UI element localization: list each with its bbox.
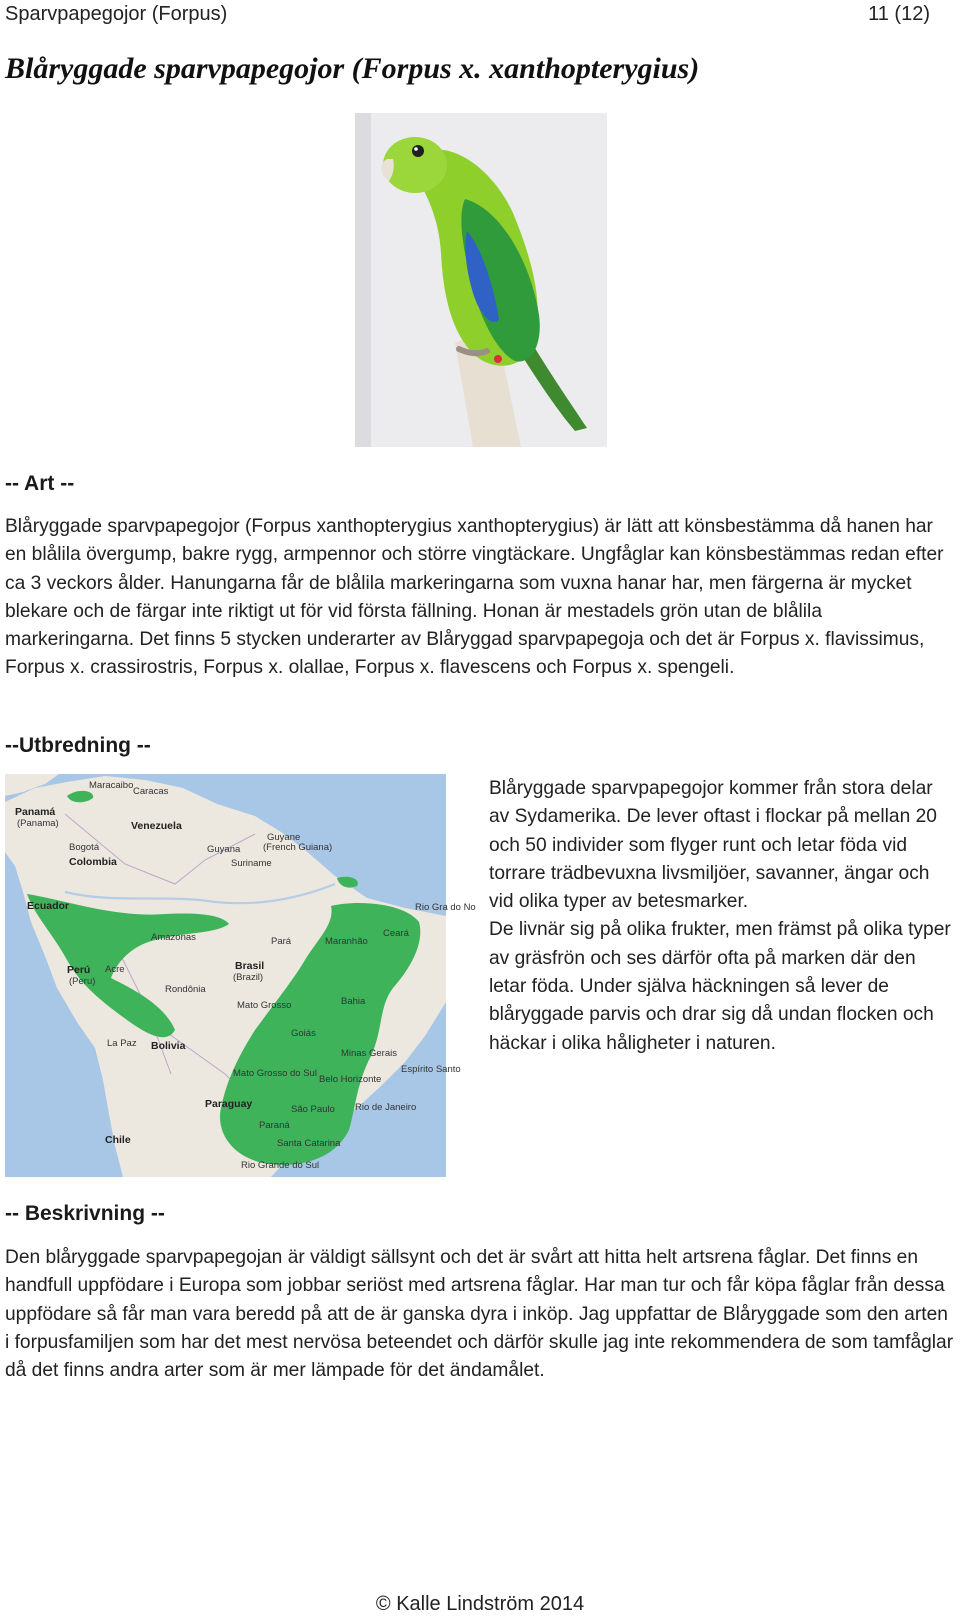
map-label-caracas: Caracas xyxy=(133,786,169,797)
map-label-goias: Goiás xyxy=(291,1028,316,1039)
map-label-chile: Chile xyxy=(105,1134,131,1146)
section-heading-utbredning: --Utbredning -- xyxy=(5,734,151,757)
map-label-guyana: Guyana xyxy=(207,844,241,855)
map-label-peru-sub: (Peru) xyxy=(69,976,96,987)
map-label-ecuador: Ecuador xyxy=(27,900,70,912)
map-label-ceara: Ceará xyxy=(383,928,409,939)
map-label-rio-grande-do-sul: Rio Grande do Sul xyxy=(241,1160,320,1171)
map-label-rio-de-janeiro: Rio de Janeiro xyxy=(355,1102,417,1113)
map-label-guyane: Guyane xyxy=(267,832,301,843)
map-label-mato-grosso-do-sul: Mato Grosso do Sul xyxy=(233,1068,317,1079)
map-label-panama-sub: (Panama) xyxy=(17,818,59,829)
map-label-mato-grosso: Mato Grosso xyxy=(237,1000,292,1011)
map-label-maracaibo: Maracaibo xyxy=(89,780,134,791)
map-label-bahia: Bahia xyxy=(341,996,366,1007)
map-label-peru: Perú xyxy=(67,964,91,976)
map-label-brasil-sub: (Brazil) xyxy=(233,972,264,983)
map-label-sao-paulo: São Paulo xyxy=(291,1104,335,1115)
map-label-colombia: Colombia xyxy=(69,856,117,868)
map-label-espirito-santo: Espírito Santo xyxy=(401,1064,461,1075)
page-title: Blåryggade sparvpapegojor (Forpus x. xanthopterygius) xyxy=(5,52,700,85)
section-body-art: Blåryggade sparvpapegojor (Forpus xanthopterygius xanthopterygius) är lätt att könsbestämma då hanen har en blålila övergump, bakre rygg, armpennor och större vingtäckare. Ungfåglar kan könsbestämmas redan efter ca 3 veckors ålder. Hanungarna får de blålila markeringarna som vuxna hanar har, men färgerna är mycket blekare och de färgar inte riktigt ut för vid första fällning. Honan är mestadels grön utan de blålila markeringarna. Det finns 5 stycken underarter av Blåryggad sparvpapegoja och det är Forpus x. flavissimus, Forpus x. crassirostris, Forpus x. olallae, Forpus x. flavescens och Forpus x. spengeli. xyxy=(5,516,944,679)
map-label-rondonia: Rondônia xyxy=(165,984,206,995)
map-label-belo-horizonte: Belo Horizonte xyxy=(319,1074,382,1085)
map-label-maranhao: Maranhão xyxy=(325,936,368,947)
map-label-paraguay: Paraguay xyxy=(205,1098,253,1110)
map-label-amazonas: Amazonas xyxy=(151,932,196,943)
map-label-rio-grande-do-norte: Rio Gra do No xyxy=(415,902,476,913)
parrot-photo xyxy=(355,113,607,447)
map-label-brasil: Brasil xyxy=(235,960,265,972)
parrot-illustration xyxy=(355,113,607,447)
section-heading-art: -- Art -- xyxy=(5,472,75,495)
section-body-utbredning: Blåryggade sparvpapegojor kommer från stora delar av Sydamerika. De lever oftast i flockar på mellan 20 och 50 individer som flyger runt och letar föda vid torrare trädbevuxna livsmiljöer, savanner, ängar och vid olika typer av betesmarker. De livnär sig på olika frukter, men främst på olika typer av gräsfrön och ses därför ofta på marken där den letar föda. Under själva häckningen så lever de blåryggade parvis och drar sig då undan flocken och häckar i olika håligheter i naturen. xyxy=(489,778,951,1054)
page-indicator: 11 (12) xyxy=(868,3,930,25)
map-label-acre: Acre xyxy=(105,964,125,975)
map-label-guyane-sub: (French Guiana) xyxy=(263,842,333,853)
map-label-bolivia: Bolivia xyxy=(151,1040,186,1052)
running-header xyxy=(5,1,930,27)
map-label-la-paz: La Paz xyxy=(107,1038,137,1049)
map-label-suriname: Suriname xyxy=(231,858,272,869)
section-body-beskrivning: Den blåryggade sparvpapegojan är väldigt sällsynt och det är svårt att hitta helt artsrena fåglar. Det finns en handfull uppfödare i Europa som jobbar seriöst med artsrena fåglar. Har man tur och får köpa fåglar från dessa uppfödare så får man vara beredd på att de är ganska dyra i inköp. Jag uppfattar de Blåryggade som den arten i forpusfamiljen som har det mest nervösa beteendet och därför skulle jag inte rekommendera de som tamfåglar då det finns andra arter som är mer lämpade för det ändamålet. xyxy=(5,1247,954,1382)
map-label-parana: Paraná xyxy=(259,1120,290,1131)
chapter-title: Sparvpapegojor (Forpus) xyxy=(5,3,228,25)
map-label-minas-gerais: Minas Gerais xyxy=(341,1048,397,1059)
map-label-para: Pará xyxy=(271,936,292,947)
map-label-venezuela: Venezuela xyxy=(131,820,182,832)
section-heading-beskrivning: -- Beskrivning -- xyxy=(5,1202,165,1225)
map-label-panama: Panamá xyxy=(15,806,56,818)
copyright-footer: © Kalle Lindström 2014 xyxy=(375,1593,585,1615)
distribution-map xyxy=(5,774,476,1177)
map-label-santa-catarina: Santa Catarina xyxy=(277,1138,341,1149)
map-label-bogota: Bogotá xyxy=(69,842,100,853)
